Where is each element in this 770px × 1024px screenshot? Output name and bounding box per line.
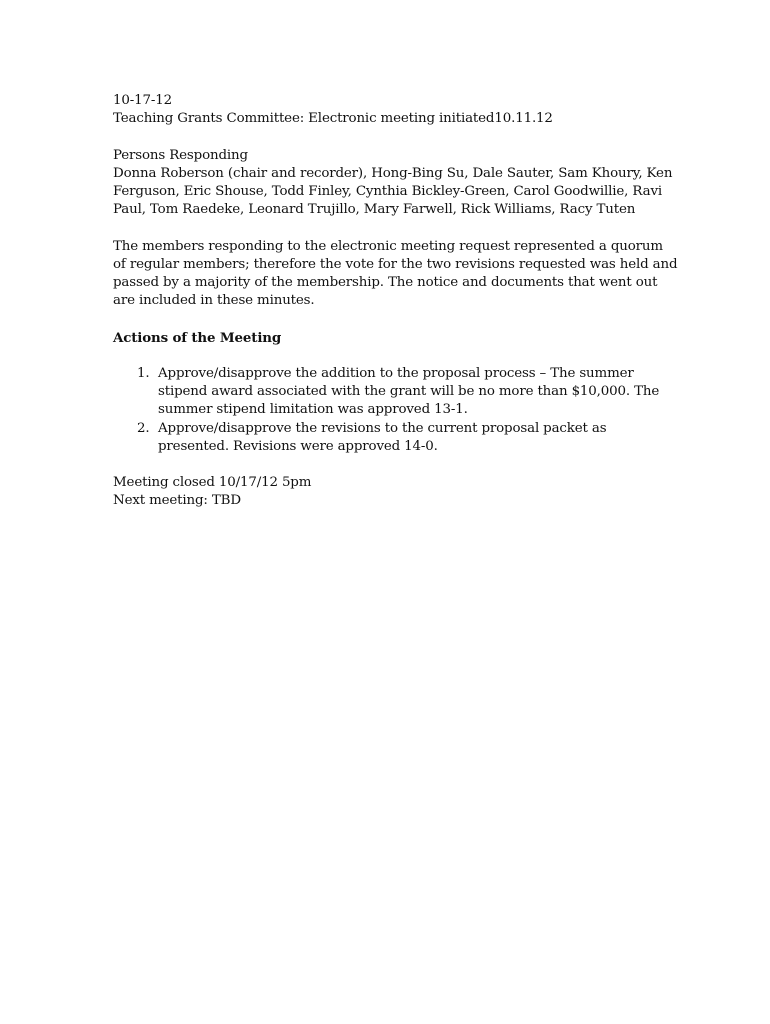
action-number: 2. bbox=[137, 420, 150, 436]
action-line: summer stipend limitation was approved 13-1. bbox=[158, 402, 468, 418]
action-line: Approve/disapprove the revisions to the current proposal packet as bbox=[158, 420, 607, 436]
persons-line: Ferguson, Eric Shouse, Todd Finley, Cynthia Bickley-Green, Carol Goodwillie, Ravi bbox=[113, 184, 663, 199]
document-page bbox=[113, 92, 678, 511]
quorum-line: of regular members; therefore the vote for the two revisions requested was held and bbox=[113, 256, 678, 272]
action-line: presented. Revisions were approved 14-0. bbox=[158, 438, 438, 454]
meeting-closed: Meeting closed 10/17/12 5pm bbox=[113, 475, 312, 491]
action-item bbox=[113, 420, 673, 456]
spacer bbox=[113, 219, 673, 237]
spacer bbox=[113, 310, 673, 328]
action-number: 1. bbox=[137, 365, 150, 381]
persons-line: Paul, Tom Raedeke, Leonard Trujillo, Mary Farwell, Rick Williams, Racy Tuten bbox=[113, 202, 636, 218]
actions-heading: Actions of the Meeting bbox=[113, 329, 282, 346]
quorum-line: The members responding to the electronic meeting request represented a quorum bbox=[113, 238, 663, 254]
quorum-line: are included in these minutes. bbox=[113, 293, 315, 309]
actions-list bbox=[113, 365, 673, 456]
spacer bbox=[113, 456, 673, 474]
next-meeting: Next meeting: TBD bbox=[113, 493, 241, 509]
action-line: stipend award associated with the grant will be no more than $10,000. The bbox=[158, 384, 660, 400]
spacer bbox=[113, 128, 673, 146]
persons-heading: Persons Responding bbox=[113, 147, 248, 163]
document-date: 10-17-12 bbox=[113, 93, 172, 108]
quorum-line: passed by a majority of the membership. The notice and documents that went out bbox=[113, 275, 658, 290]
document-title: Teaching Grants Committee: Electronic meeting initiated10.11.12 bbox=[113, 111, 553, 127]
action-line: Approve/disapprove the addition to the proposal process – The summer bbox=[158, 365, 634, 381]
spacer bbox=[113, 347, 673, 365]
action-item bbox=[113, 365, 673, 420]
persons-line: Donna Roberson (chair and recorder), Hong-Bing Su, Dale Sauter, Sam Khoury, Ken bbox=[113, 165, 673, 181]
